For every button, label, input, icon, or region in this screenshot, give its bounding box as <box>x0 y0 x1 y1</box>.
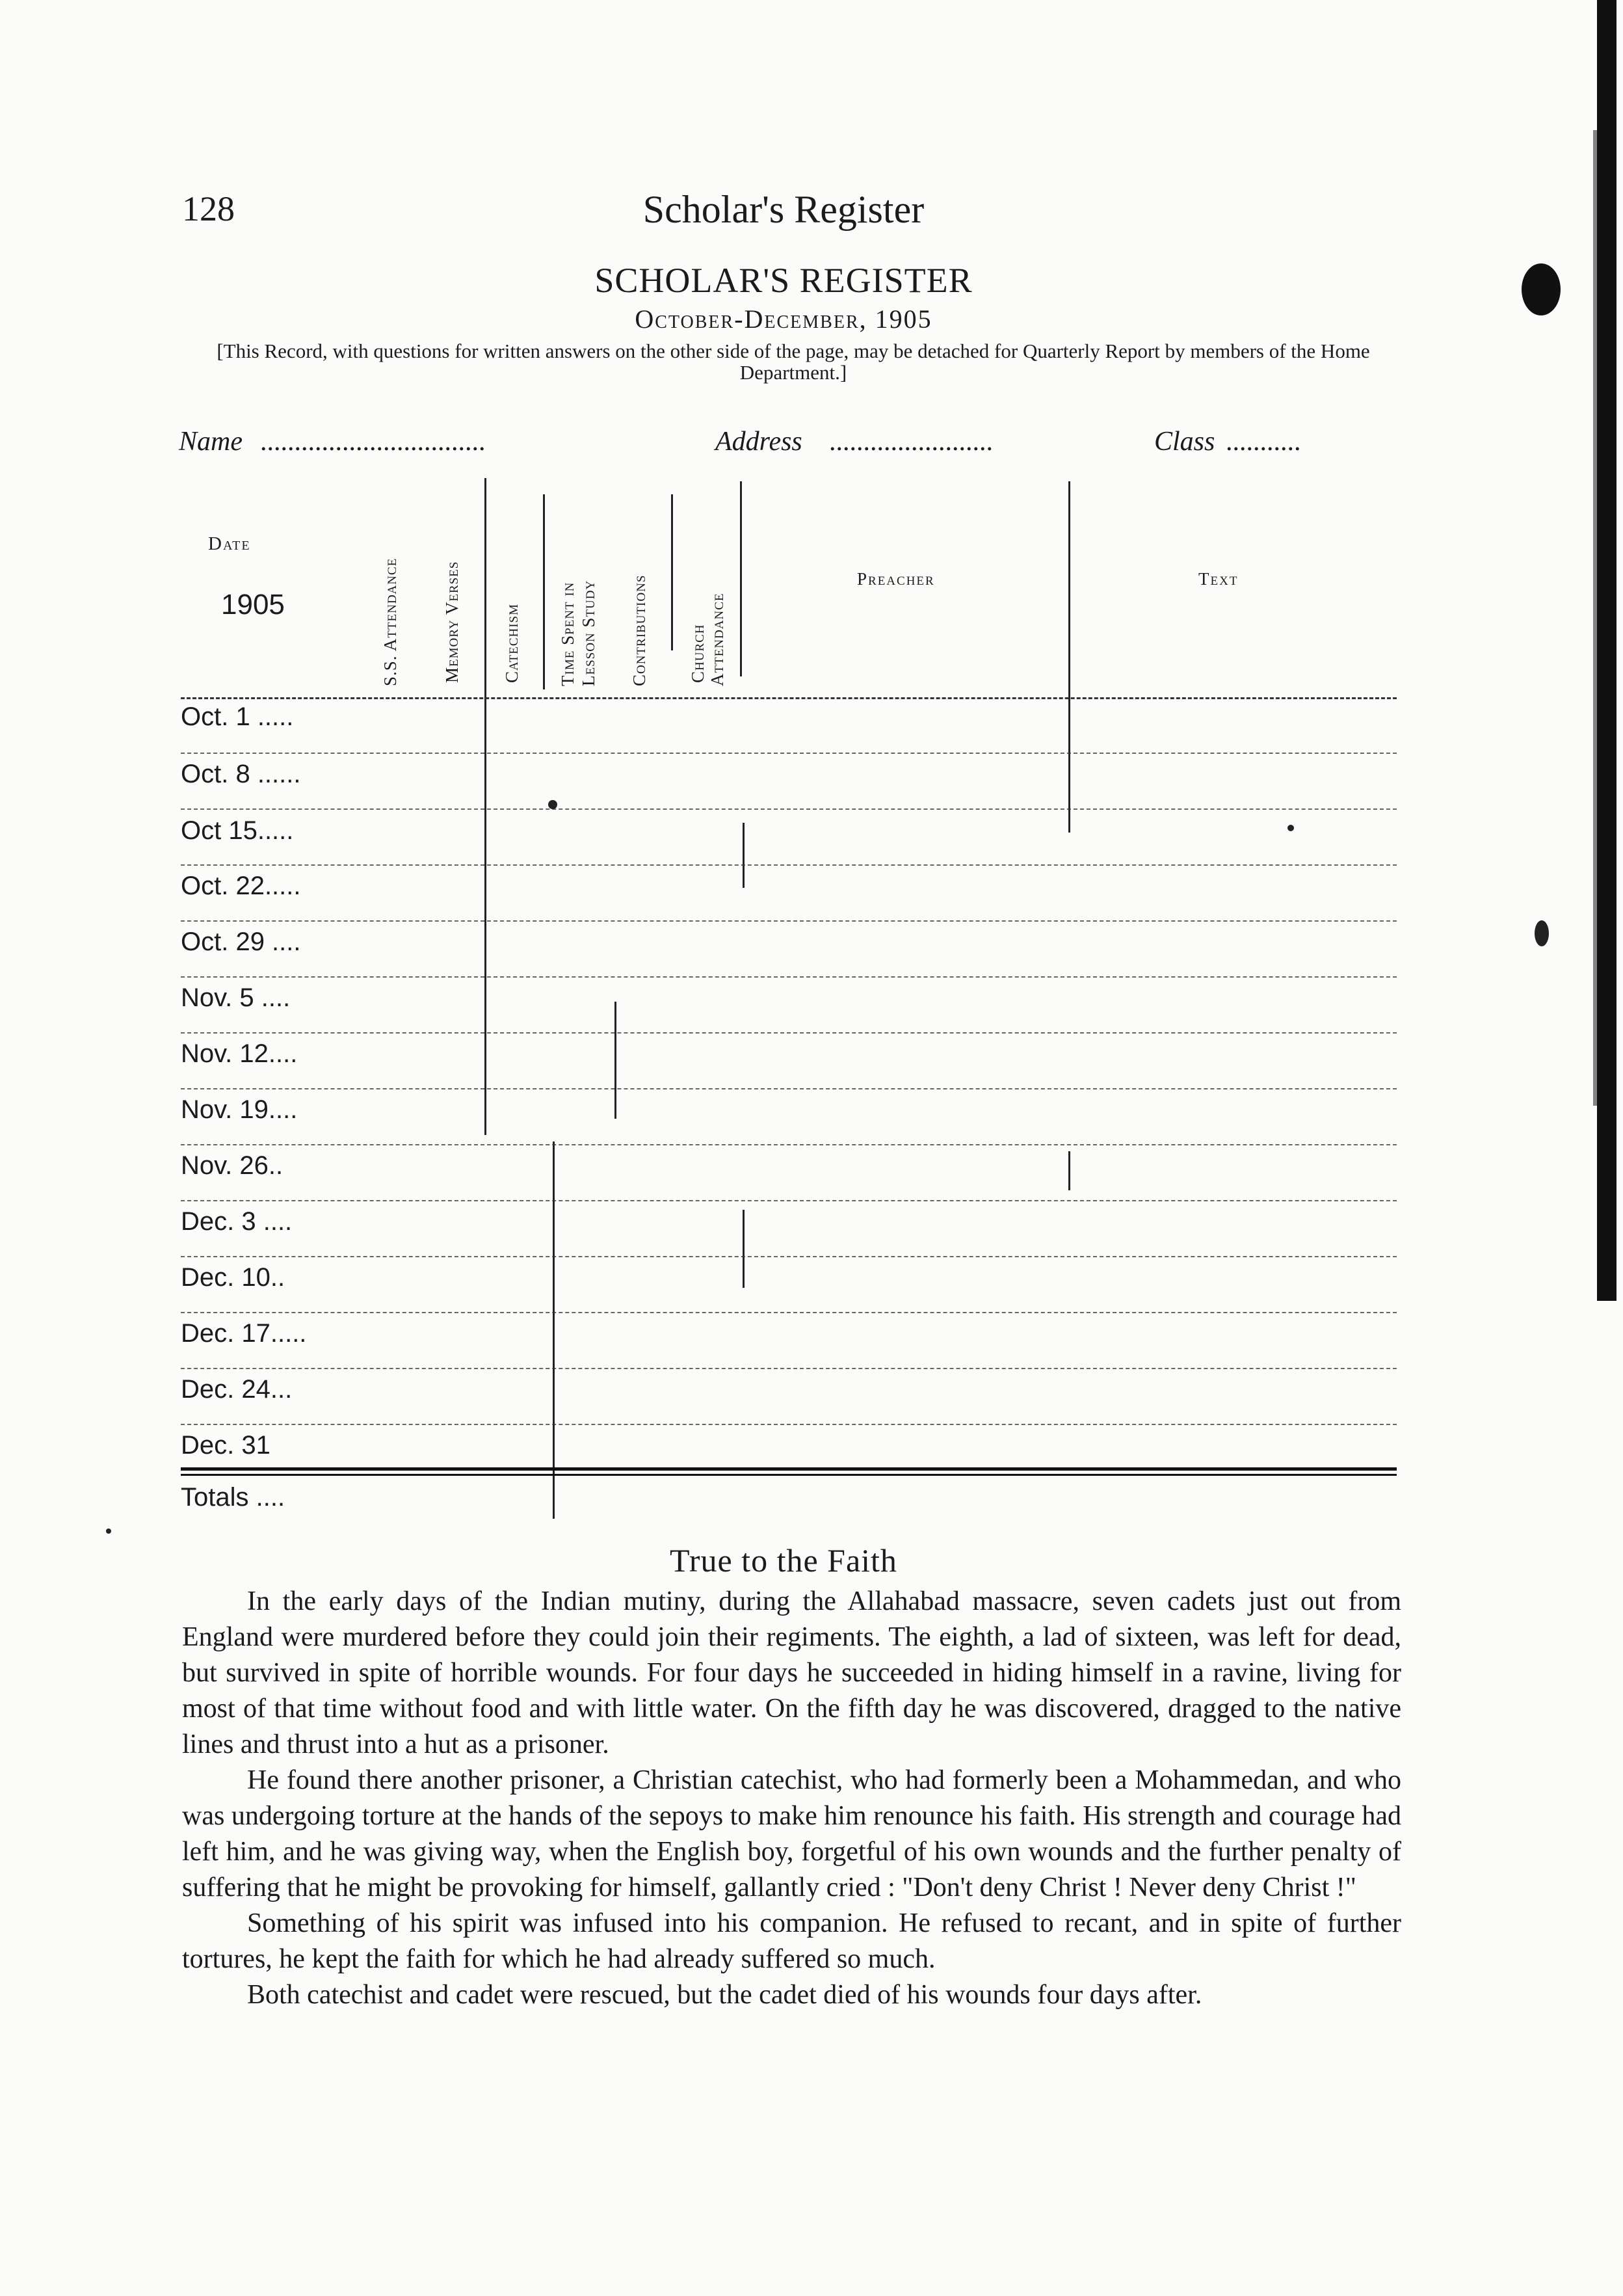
row-rule <box>181 976 1397 978</box>
row-rule <box>181 1088 1397 1089</box>
row-date-label: Dec. 24... <box>181 1375 293 1404</box>
running-head: Scholar's Register <box>642 188 925 231</box>
totals-rule <box>181 1467 1397 1471</box>
name-label: Name <box>179 427 243 457</box>
header-rule <box>181 697 1397 699</box>
year-header: 1905 <box>221 589 285 621</box>
row-date-label: Nov. 5 .... <box>181 983 291 1012</box>
register-note: [This Record, with questions for written answers on the other side of the page, may be detached for Quarterly Report by members of the Home Department.] <box>217 340 1370 384</box>
row-date-label: Nov. 26.. <box>181 1151 284 1180</box>
column-rule <box>553 1141 555 1519</box>
column-rule <box>1068 1151 1070 1190</box>
church-header-1: Church <box>688 624 707 683</box>
name-leader: ................................. <box>260 427 486 457</box>
column-rule <box>484 478 486 1135</box>
row-rule <box>181 808 1397 810</box>
row-totals-label: Totals .... <box>181 1483 285 1512</box>
class-leader: ........... <box>1226 427 1301 457</box>
scan-edge <box>1597 0 1616 1301</box>
row-rule <box>181 864 1397 866</box>
row-date-label: Nov. 12.... <box>181 1039 298 1068</box>
row-rule <box>181 920 1397 922</box>
scan-edge-shadow <box>1593 130 1597 1106</box>
ink-spot <box>106 1528 111 1534</box>
address-leader: ........................ <box>829 427 993 457</box>
column-rule <box>614 1002 616 1119</box>
time-spent-header-2: Lesson Study <box>579 580 598 686</box>
address-label: Address <box>715 427 802 457</box>
row-date-label: Oct 15..... <box>181 816 294 845</box>
register-title: SCHOLAR'S REGISTER <box>594 261 973 300</box>
row-rule <box>181 1424 1397 1425</box>
register-period: October-December, 1905 <box>635 304 932 334</box>
column-rule <box>671 494 673 650</box>
catechism-header: Catechism <box>502 603 521 683</box>
row-rule <box>181 1032 1397 1034</box>
row-rule <box>181 1312 1397 1313</box>
row-rule <box>181 1144 1397 1145</box>
column-rule <box>743 1210 745 1288</box>
row-date-label: Nov. 19.... <box>181 1095 298 1124</box>
row-rule <box>181 1200 1397 1201</box>
story-paragraph: In the early days of the Indian mutiny, during the Allahabad massacre, seven cadets just out from England were murdered before they could join their regiments. The eighth, a lad of sixteen, was left for dead, but survived in spite of horrible wounds. For four days he succeeded in hiding himself in a ravine, living for most of that time without food and with little water. On the fifth day he was discovered, dragged to the native lines and thrust into a hut as a prisoner. <box>182 1586 1401 1759</box>
row-date-label: Oct. 29 .... <box>181 928 301 956</box>
row-date-label: Dec. 31 <box>181 1431 270 1460</box>
class-label: Class <box>1154 427 1215 457</box>
page-number: 128 <box>182 189 235 228</box>
story-body <box>182 1584 1401 2013</box>
ink-spot <box>1287 825 1294 831</box>
punch-hole-small <box>1535 920 1549 946</box>
row-date-label: Dec. 3 .... <box>181 1207 293 1236</box>
column-rule <box>1068 481 1070 833</box>
column-rule <box>543 494 545 689</box>
field-row <box>179 426 1401 465</box>
memory-verses-header: Memory Verses <box>442 561 462 683</box>
column-rule <box>743 823 745 888</box>
totals-rule <box>181 1474 1397 1476</box>
date-header: Date <box>208 533 251 554</box>
ss-attendance-header: S.S. Attendance <box>380 557 400 686</box>
story-paragraph: He found there another prisoner, a Christian catechist, who had formerly been a Mohammedan, and who was undergoing torture at the hands of the sepoys to make him renounce his faith. His strength and courage had left him, and he was giving way, when the English boy, forgetful of his own wounds and the further penalty of suffering that he might be provoking for himself, gallantly cried : "Don't deny Christ ! Never deny Christ !" <box>182 1765 1401 1902</box>
row-rule <box>181 1368 1397 1369</box>
preacher-header: Preacher <box>857 569 935 589</box>
row-date-label: Dec. 10.. <box>181 1263 285 1292</box>
row-rule <box>181 1256 1397 1257</box>
story-title: True to the Faith <box>670 1542 897 1579</box>
text-header: Text <box>1198 569 1239 589</box>
row-date-label: Oct. 1 ..... <box>181 702 294 731</box>
ink-spot <box>548 800 557 809</box>
row-rule <box>181 753 1397 754</box>
row-date-label: Oct. 22..... <box>181 872 301 900</box>
church-header-2: Attendance <box>707 593 727 686</box>
contributions-header: Contributions <box>629 574 649 686</box>
row-date-label: Dec. 17..... <box>181 1319 307 1348</box>
story-paragraph: Something of his spirit was infused into his companion. He refused to recant, and in spite of further tortures, he kept the faith for which he had already suffered so much. <box>182 1908 1401 1974</box>
row-date-label: Oct. 8 ...... <box>181 760 301 788</box>
story-paragraph: Both catechist and cadet were rescued, but the cadet died of his wounds four days after. <box>247 1980 1202 2010</box>
time-spent-header-1: Time Spent in <box>558 581 577 686</box>
column-rule <box>740 481 742 676</box>
